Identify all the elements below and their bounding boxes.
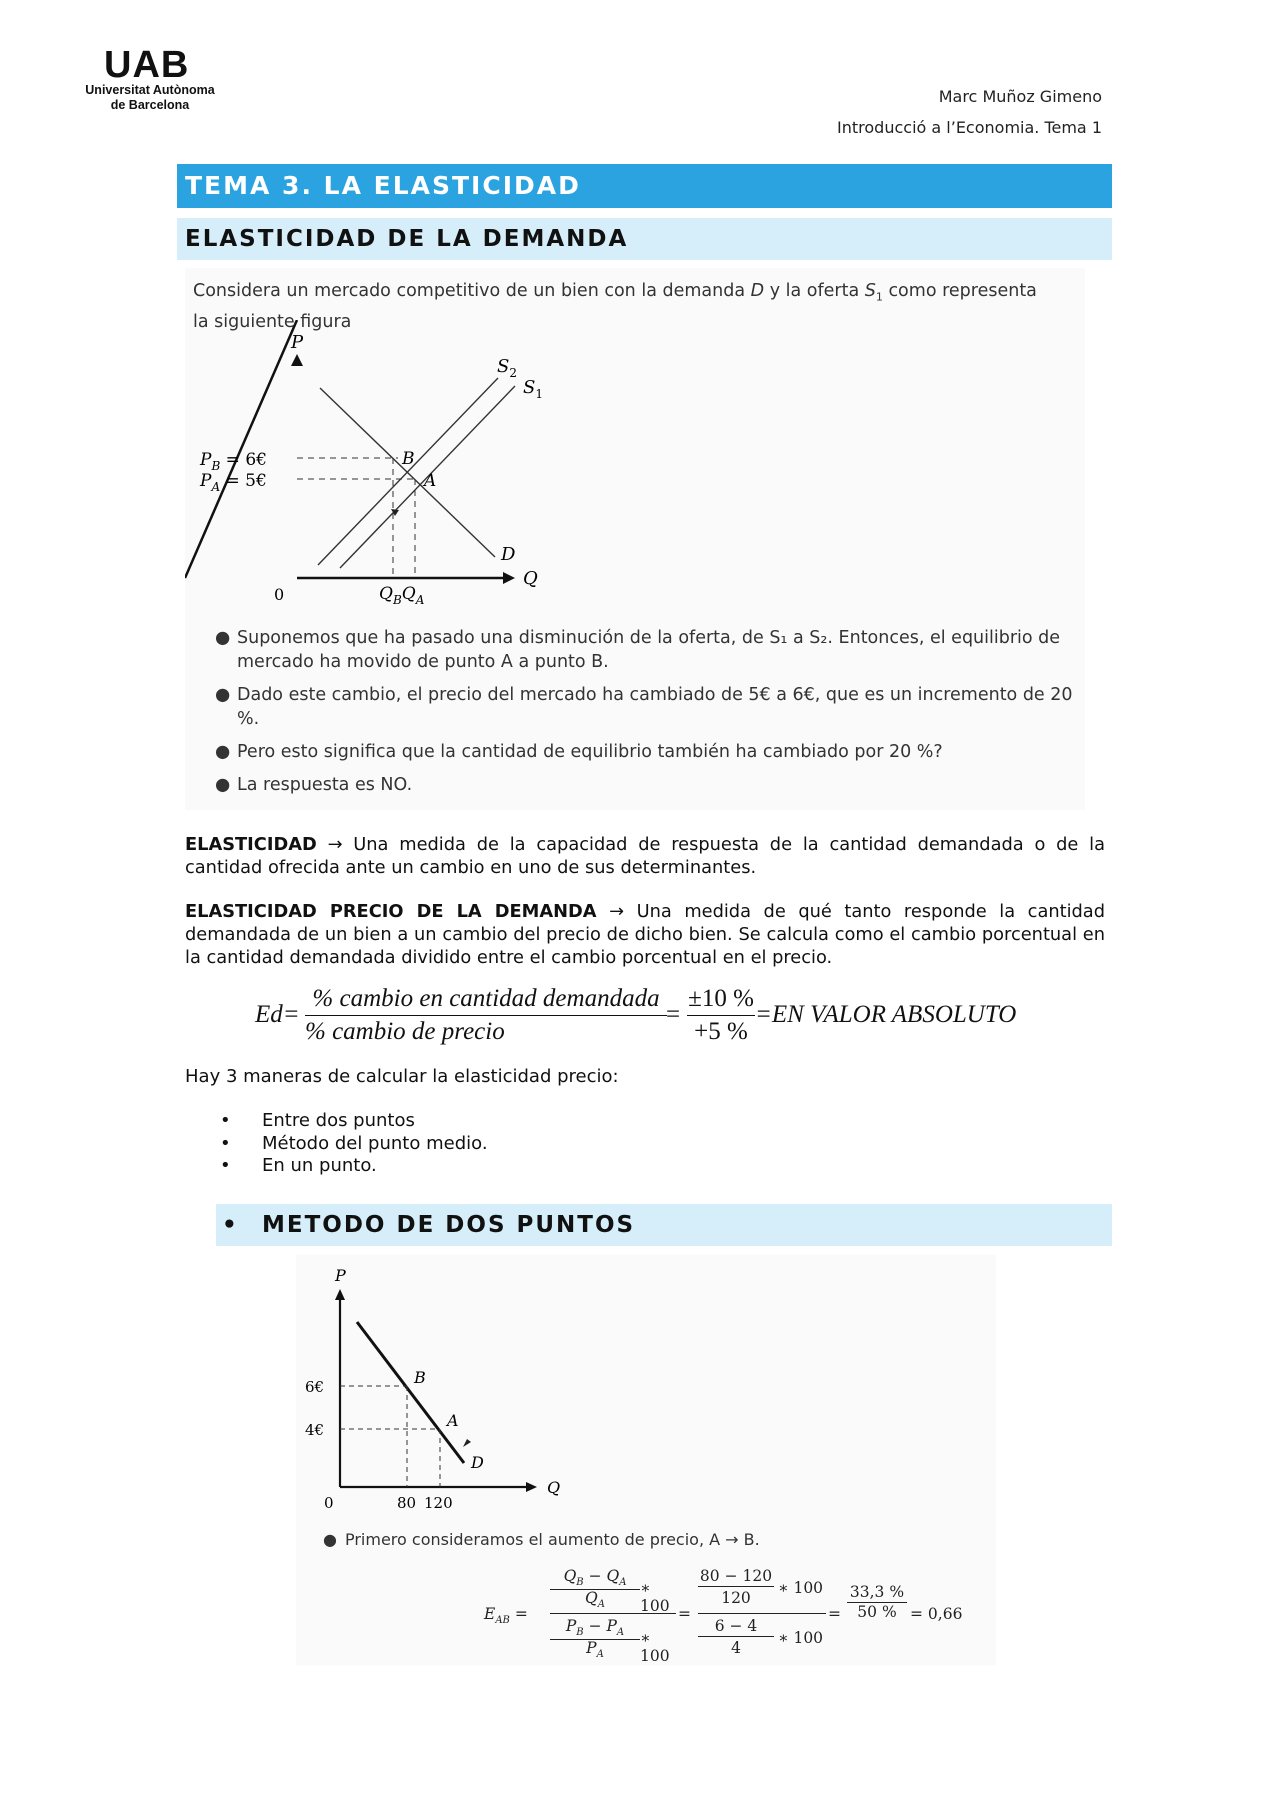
s1-label: $S_1$ bbox=[523, 377, 543, 401]
supply-curve-s2 bbox=[318, 378, 498, 565]
list-item: • Entre dos puntos bbox=[220, 1110, 415, 1131]
point-b-label: B bbox=[402, 449, 415, 469]
methods-list bbox=[220, 1110, 488, 1178]
q-axis-arrow bbox=[526, 1482, 537, 1492]
uab-logo: UAB bbox=[104, 44, 190, 86]
author-name: Marc Muñoz Gimeno bbox=[938, 87, 1102, 106]
methods-intro: Hay 3 maneras de calcular la elasticidad precio: bbox=[185, 1066, 619, 1087]
scan2-bullet: ● Primero consideramos el aumento de precio, A → B. bbox=[323, 1530, 760, 1549]
y4-label: 4€ bbox=[305, 1421, 325, 1439]
s2-label: $S_2$ bbox=[497, 356, 517, 380]
p-axis-label: P bbox=[335, 1266, 346, 1285]
definition-elasticidad-precio: ELASTICIDAD PRECIO DE LA DEMANDA → Una medida de qué tanto responde la cantidad demandada de un bien a un cambio del precio de dicho bien. Se calcula como el cambio porcentual en la cantidad demandada dividido entre el cambio porcentual en el precio. bbox=[185, 901, 1105, 968]
origin-label: 0 bbox=[324, 1494, 334, 1512]
percent-fraction: 33,3 % 50 % bbox=[847, 1583, 907, 1621]
p-axis-label: P bbox=[291, 332, 304, 353]
course-name: Introducció a l’Economia. Tema 1 bbox=[837, 118, 1102, 137]
symbolic-fraction: $Q_B - Q_A$ $Q_A$ ∗ 100 $P_B - P_A$ $P_A$ ∗ 100 bbox=[550, 1567, 676, 1660]
list-item: • En un punto. bbox=[220, 1155, 377, 1176]
scan1-intro: Considera un mercado competitivo de un bien con la demanda D y la oferta $S_1$ como representa la siguiente figura bbox=[193, 281, 1037, 332]
scan1-bullets bbox=[215, 626, 1085, 797]
elasticity-calculation: $E_{AB}$ = $Q_B - Q_A$ $Q_A$ ∗ 100 $P_B - P_A$ $P_A$ ∗ 100 = 80 − 120 120 ∗ 100 6 − 4 4 ∗ 100 = 33,3 % 50 % = 0,66 bbox=[484, 1567, 963, 1665]
d-label: D bbox=[501, 544, 516, 565]
definition-elasticidad: ELASTICIDAD → Una medida de la capacidad de respuesta de la cantidad demandada o de la cantidad ofrecida ante un cambio en uno de sus determinantes. bbox=[185, 834, 1105, 878]
numeric-fraction: 80 − 120 120 ∗ 100 6 − 4 4 ∗ 100 bbox=[698, 1567, 826, 1660]
q-axis-label: Q bbox=[547, 1478, 561, 1497]
point-a-label: A bbox=[424, 471, 437, 491]
eab-label: $E_{AB}$ = bbox=[484, 1605, 528, 1627]
pb-label: $P_B$ = 6€ bbox=[200, 450, 267, 473]
p-axis-arrow bbox=[335, 1289, 345, 1300]
result-value: = 0,66 bbox=[910, 1605, 963, 1623]
d-label: D bbox=[471, 1453, 484, 1472]
list-item: ● Pero esto significa que la cantidad de equilibrio también ha cambiado por 20 %? bbox=[215, 742, 943, 762]
p-axis-line bbox=[185, 320, 297, 578]
list-item: ● Dado este cambio, el precio del mercado ha cambiado de 5€ a 6€, que es un incremento de 20 %. bbox=[215, 685, 1073, 729]
qb-qa-label: $Q_BQ_A$ bbox=[379, 584, 425, 607]
origin-label: 0 bbox=[274, 585, 285, 604]
pa-label: $P_A$ = 5€ bbox=[200, 471, 267, 494]
list-item: ● La respuesta es NO. bbox=[215, 775, 413, 795]
q-axis-label: Q bbox=[523, 568, 538, 589]
shift-arrow bbox=[463, 1439, 471, 1447]
elasticity-formula: Ed= % cambio en cantidad demandada % cambio de precio = $\frac{\pm 10 \%}{+5 \%}$ =EN VALOR ABSOLUTO bbox=[255, 985, 1017, 1045]
section-heading-demanda: ELASTICIDAD DE LA DEMANDA bbox=[177, 218, 1112, 260]
x120-label: 120 bbox=[424, 1494, 453, 1512]
supply-demand-chart bbox=[185, 320, 605, 620]
list-item: • Método del punto medio. bbox=[220, 1132, 488, 1154]
list-item: ● Suponemos que ha pasado una disminución de la oferta, de S₁ a S₂. Entonces, el equilibrio de mercado ha movido de punto A a punto B. bbox=[215, 628, 1061, 672]
point-a-label: A bbox=[447, 1411, 459, 1430]
uab-logo-caption: Universitat Autònoma de Barcelona bbox=[85, 83, 215, 112]
demand-two-point-chart bbox=[296, 1255, 596, 1515]
shift-arrow bbox=[391, 509, 399, 516]
p-axis-arrow bbox=[291, 354, 303, 366]
point-b-label: B bbox=[414, 1368, 426, 1387]
page-title: TEMA 3. LA ELASTICIDAD bbox=[177, 164, 1112, 208]
section-heading-dos-puntos: • METODO DE DOS PUNTOS bbox=[216, 1204, 1112, 1246]
q-axis-arrow bbox=[503, 572, 515, 584]
demand-line bbox=[357, 1322, 464, 1463]
y6-label: 6€ bbox=[305, 1378, 325, 1396]
x80-label: 80 bbox=[397, 1494, 417, 1512]
